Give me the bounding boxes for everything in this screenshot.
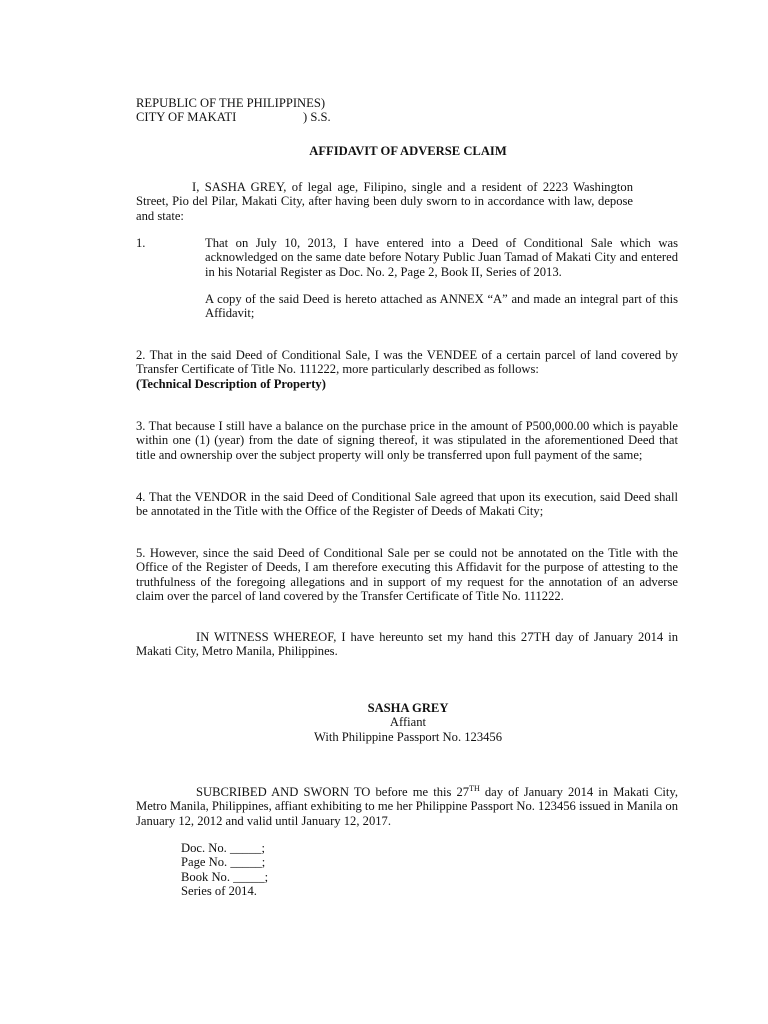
signature-block [136, 701, 680, 744]
book-number: Book No. _____; [181, 869, 269, 884]
venue-header [136, 96, 436, 125]
doc-number: Doc. No. _____; [181, 841, 265, 855]
affiant-passport: With Philippine Passport No. 123456 [313, 729, 503, 744]
item-1-number: 1. [136, 236, 146, 250]
intro-paragraph [136, 180, 633, 223]
affiant-name: SASHA GREY [367, 701, 449, 715]
item-1 [136, 236, 678, 321]
venue-city: CITY OF MAKATI [136, 110, 237, 125]
jurat-text-1: SUBCRIBED AND SWORN TO before me this 27 [196, 785, 470, 799]
item-2-technical-description: (Technical Description of Property) [136, 376, 326, 391]
item-1-text: That on July 10, 2013, I have entered into a Deed of Conditional Sale which was acknowledged on the same date before Notary Public Juan Tamad of Makati City and entered in his Notarial Register as Doc. No. 2, Page 2, Book II, Series of 2013. [205, 236, 678, 279]
intro-text: I, SASHA GREY, of legal age, Filipino, single and a resident of 2223 Washington Street, Pio del Pilar, Makati City, after having been duly sworn to in accordance with law, depose and state: [136, 180, 633, 223]
notarial-register [181, 841, 381, 898]
page-number: Page No. _____; [181, 855, 266, 870]
affiant-label: Affiant [389, 715, 427, 730]
jurat-text-2: day of January 2014 in Makati City, Metro Manila, Philippines, affiant exhibiting to me her Philippine Passport No. 123456 issued in Manila on January 12, 2012 and valid until January 12, 2017. [136, 785, 678, 828]
jurat [136, 785, 678, 828]
page-title: AFFIDAVIT OF ADVERSE CLAIM [309, 144, 507, 158]
item-4: 4. That the VENDOR in the said Deed of Conditional Sale agreed that upon its execution, said Deed shall be annotated in the Title with the Office of the Register of Deeds of Makati City; [136, 490, 678, 519]
item-3: 3. That because I still have a balance on the purchase price in the amount of P500,000.00 which is payable within one (1) (year) from the date of signing thereof, it was stipulated in the aforementioned Deed that title and ownership over the subject property will only be transferred upon full payment of the same; [136, 419, 678, 462]
item-2 [136, 348, 678, 391]
series-year: Series of 2014. [181, 883, 257, 898]
item-2-text: 2. That in the said Deed of Conditional Sale, I was the VENDEE of a certain parcel of land covered by Transfer Certificate of Title No. 111222, more particularly described as follows: [136, 348, 678, 377]
witness-clause: IN WITNESS WHEREOF, I have hereunto set my hand this 27TH day of January 2014 in Makati City, Metro Manila, Philippines. [136, 630, 678, 659]
venue-ss: ) S.S. [303, 110, 331, 125]
jurat-superscript: TH [469, 783, 480, 793]
item-5: 5. However, since the said Deed of Conditional Sale per se could not be annotated on the Title with the Office of the Register of Deeds, I am therefore executing this Affidavit for the purpose of attesting to the truthfulness of the foregoing allegations and in support of my request for the annotation of an adverse claim over the parcel of land covered by the Transfer Certificate of Title No. 111222. [136, 546, 678, 603]
venue-republic: REPUBLIC OF THE PHILIPPINES) [136, 96, 326, 110]
item-1-annex: A copy of the said Deed is hereto attached as ANNEX “A” and made an integral part of this Affidavit; [205, 291, 678, 321]
